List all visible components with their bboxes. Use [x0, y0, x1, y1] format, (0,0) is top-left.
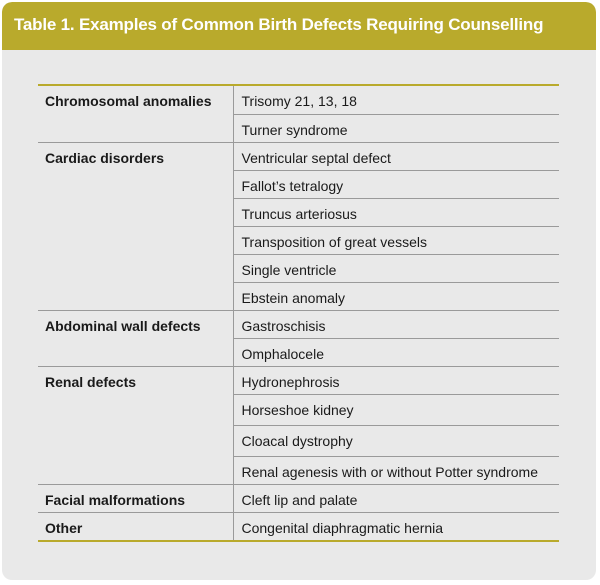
table-row [38, 484, 559, 512]
category-cell-empty [38, 198, 233, 226]
category-cell: Chromosomal anomalies [45, 93, 212, 109]
table-row [38, 254, 559, 282]
category-cell-empty [38, 394, 233, 425]
category-cell-empty [38, 226, 233, 254]
defect-cell: Trisomy 21, 13, 18 [233, 86, 559, 114]
category-cell-empty [38, 114, 233, 142]
category-cell-empty [38, 254, 233, 282]
defect-cell: Transposition of great vessels [233, 226, 559, 254]
defect-cell: Omphalocele [233, 338, 559, 366]
defect-cell: Fallot’s tetralogy [233, 170, 559, 198]
table-card [2, 2, 596, 580]
table-row [38, 282, 559, 310]
table-row [38, 142, 559, 170]
defect-cell: Horseshoe kidney [233, 394, 559, 425]
category-cell-empty [38, 170, 233, 198]
table-title: Table 1. Examples of Common Birth Defects Requiring Counselling [14, 15, 544, 34]
defect-cell: Turner syndrome [233, 114, 559, 142]
table-row [38, 198, 559, 226]
category-cell-empty [38, 338, 233, 366]
defect-cell: Cloacal dystrophy [233, 425, 559, 456]
table-row [38, 310, 559, 338]
table-row [38, 512, 559, 540]
defect-cell: Ventricular septal defect [233, 142, 559, 170]
category-cell: Other [38, 512, 233, 540]
table-row [38, 86, 559, 114]
table-row [38, 170, 559, 198]
table-row [38, 226, 559, 254]
defect-cell: Single ventricle [233, 254, 559, 282]
defect-cell: Hydronephrosis [233, 366, 559, 394]
table-row [38, 425, 559, 456]
table-row [38, 366, 559, 394]
defect-cell: Congenital diaphragmatic hernia [233, 512, 559, 540]
category-cell-empty [38, 425, 233, 456]
category-cell-empty [38, 282, 233, 310]
table-row [38, 394, 559, 425]
table-row [38, 456, 559, 484]
table-row [38, 114, 559, 142]
category-cell: Facial malformations [38, 484, 233, 512]
defect-cell: Gastroschisis [233, 310, 559, 338]
category-cell: Renal defects [38, 366, 233, 394]
defect-cell: Renal agenesis with or without Potter syndrome [233, 456, 559, 484]
defect-cell: Ebstein anomaly [233, 282, 559, 310]
defect-cell: Cleft lip and palate [233, 484, 559, 512]
birth-defects-table [38, 86, 559, 540]
category-cell-empty [38, 456, 233, 484]
table-row [38, 338, 559, 366]
category-cell: Cardiac disorders [38, 142, 233, 170]
category-cell: Abdominal wall defects [38, 310, 233, 338]
defect-cell: Truncus arteriosus [233, 198, 559, 226]
table-container [38, 84, 559, 542]
table-header-bar [2, 2, 596, 50]
